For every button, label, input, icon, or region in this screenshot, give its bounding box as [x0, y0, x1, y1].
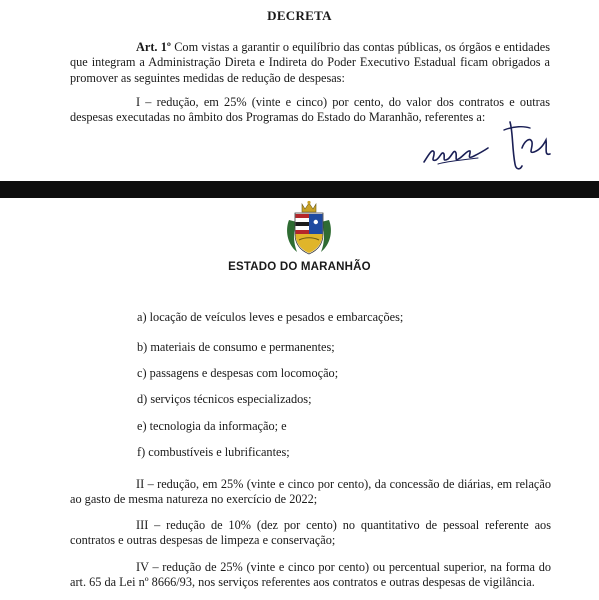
article-1-paragraph [70, 40, 550, 86]
list-item-a: a) locação de veículos leves e pesados e embarcações; [137, 310, 404, 324]
item-i-paragraph: I – redução, em 25% (vinte e cinco) por cento, do valor dos contratos e outras despesas executadas no âmbito dos Programas do Estado do Maranhão, referentes a: [70, 95, 550, 125]
scan-divider-band [0, 181, 599, 198]
decree-heading: DECRETA [267, 8, 332, 23]
document-page-bottom [0, 198, 599, 600]
list-item-b: b) materiais de consumo e permanentes; [137, 340, 335, 354]
item-iv-paragraph: IV – redução de 25% (vinte e cinco por cento) ou percentual superior, na forma do art. 65 da Lei nº 8666/93, nos serviços referentes aos contratos e outras despesas de vigilância. [70, 560, 551, 590]
list-item-d: d) serviços técnicos especializados; [137, 392, 312, 406]
list-item-c: c) passagens e despesas com locomoção; [137, 366, 339, 380]
item-ii-paragraph: II – redução, em 25% (vinte e cinco por cento), da concessão de diárias, em relação ao gasto de mesma natureza no exercício de 2022; [70, 477, 551, 507]
state-name-heading: ESTADO DO MARANHÃO [228, 261, 371, 273]
handwritten-signatures [418, 118, 558, 176]
document-page-top [0, 0, 599, 181]
item-iii-paragraph: III – redução de 10% (dez por cento) no quantitativo de pessoal referente aos contratos e outras despesas de limpeza e conservação; [70, 518, 551, 548]
list-item-f: f) combustíveis e lubrificantes; [137, 445, 290, 459]
list-item-e: e) tecnologia da informação; e [137, 419, 287, 433]
article-1-text: Com vistas a garantir o equilíbrio das contas públicas, os órgãos e entidades que integram a Administração Direta e Indireta do Poder Executivo Estadual ficam obrigados a promover as seguintes medidas de redução de despesas: [70, 40, 550, 85]
article-1-label: Art. 1º [136, 40, 171, 54]
state-coat-of-arms-icon [283, 200, 335, 256]
